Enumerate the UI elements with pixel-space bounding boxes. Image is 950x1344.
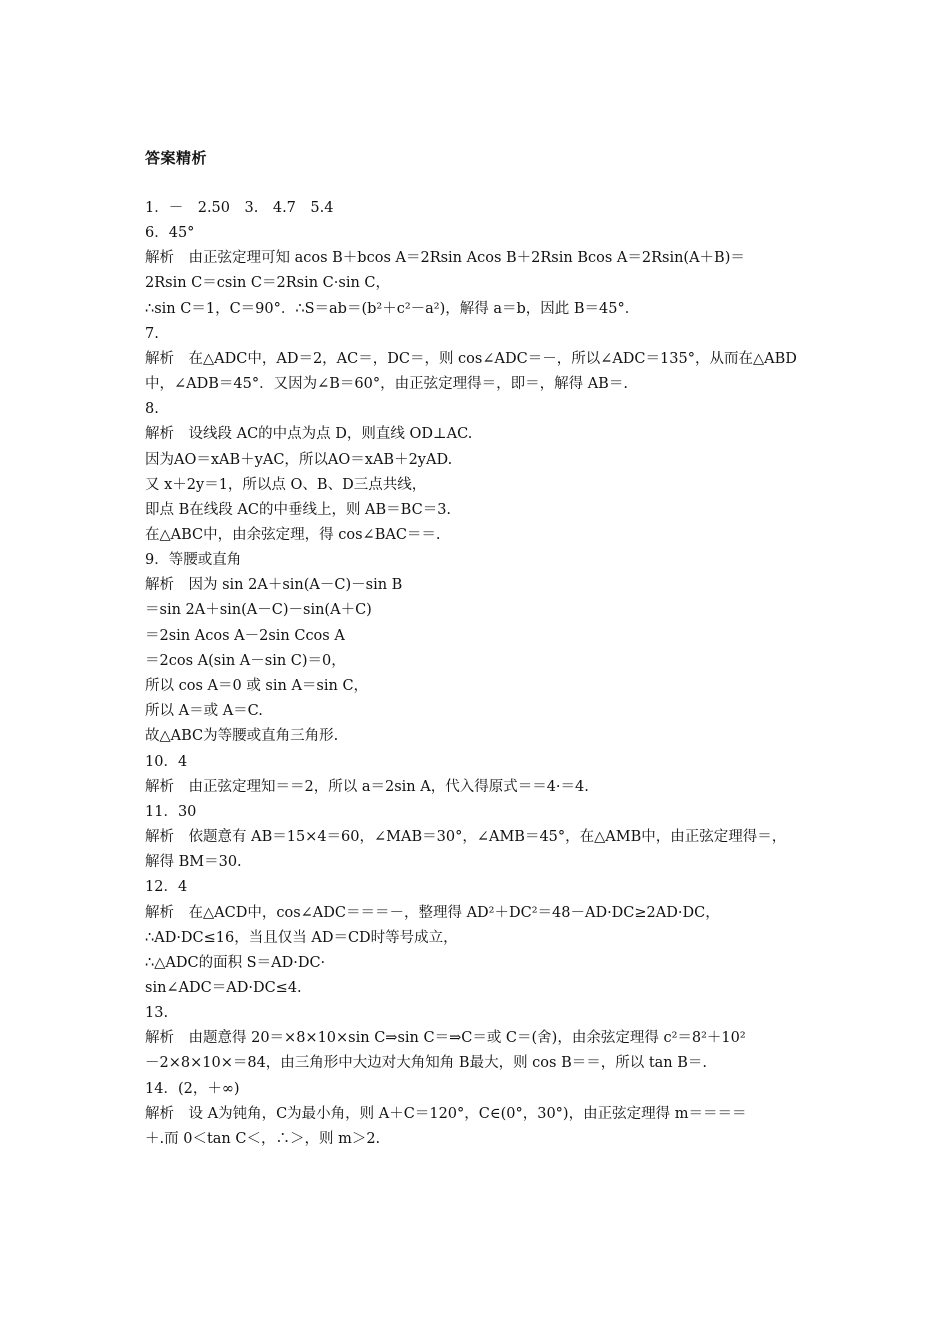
answer-line: 6．45°: [145, 225, 195, 241]
answer-line: 7.: [145, 326, 159, 342]
answer-line: 因为AO＝xAB＋yAC，所以AO＝xAB＋2yAD.: [145, 452, 453, 468]
answer-title: 答案精析: [145, 149, 208, 167]
answer-line: 所以 cos A＝0 或 sin A＝sin C，: [145, 678, 369, 694]
answer-line: 即点 B在线段 AC的中垂线上，则 AB＝BC＝3.: [145, 502, 452, 518]
answer-line: ＝sin 2A＋sin(A－C)－sin(A＋C): [145, 602, 372, 618]
answer-line: 故△ABC为等腰或直角三角形.: [145, 728, 339, 744]
answer-line: ＝2sin Acos A－2sin Ccos A: [145, 628, 345, 644]
answer-line: sin∠ADC＝AD·DC≤4.: [145, 980, 302, 996]
answer-line: 1．－ 2.50 3. 4.7 5.4: [145, 200, 334, 216]
answer-line: 12．4: [145, 879, 188, 895]
answer-line: 14．(2，＋∞): [145, 1081, 240, 1097]
answer-line: －2×8×10×＝84，由三角形中大边对大角知角 B最大，则 cos B＝＝，所以 tan B＝.: [145, 1055, 708, 1071]
answer-line: 中，∠ADB＝45°．又因为∠B＝60°，由正弦定理得＝，即＝，解得 AB＝.: [145, 376, 628, 392]
answer-line: 又 x＋2y＝1，所以点 O、B、D三点共线，: [145, 477, 427, 493]
answer-line: 在△ABC中，由余弦定理，得 cos∠BAC＝＝.: [145, 527, 441, 543]
answer-line: 解析 在△ACD中，cos∠ADC＝＝＝－，整理得 AD²＋DC²＝48－AD·DC≥2AD·DC，: [145, 905, 720, 921]
answer-line: 11．30: [145, 804, 197, 820]
answer-line: 解析 设线段 AC的中点为点 D，则直线 OD⊥AC.: [145, 426, 473, 442]
answer-line: ∴AD·DC≤16，当且仅当 AD＝CD时等号成立，: [145, 930, 458, 946]
answer-line: 解析 因为 sin 2A＋sin(A－C)－sin B: [145, 577, 403, 593]
answer-line: 10．4: [145, 754, 188, 770]
answer-line: 解析 依题意有 AB＝15×4＝60，∠MAB＝30°，∠AMB＝45°，在△AMB中，由正弦定理得＝，: [145, 829, 787, 845]
answer-line: 8.: [145, 401, 159, 417]
answer-line: 所以 A＝或 A＝C.: [145, 703, 263, 719]
answer-line: 9．等腰或直角: [145, 552, 242, 568]
answer-line: 解析 由正弦定理可知 acos B＋bcos A＝2Rsin Acos B＋2Rsin Bcos A＝2Rsin(A＋B)＝: [145, 250, 745, 266]
answer-line: 解得 BM＝30.: [145, 854, 242, 870]
answer-line: 解析 设 A为钝角，C为最小角，则 A＋C＝120°，C∈(0°，30°)，由正弦定理得 m＝＝＝＝: [145, 1106, 747, 1122]
answer-line: ∴△ADC的面积 S＝AD·DC·: [145, 955, 326, 971]
answer-line: 2Rsin C＝csin C＝2Rsin C·sin C，: [145, 275, 390, 291]
answer-line: 解析 在△ADC中，AD＝2，AC＝，DC＝，则 cos∠ADC＝－，所以∠ADC＝135°，从而在△ABD: [145, 351, 797, 367]
answer-line: 解析 由正弦定理知＝＝2，所以 a＝2sin A，代入得原式＝＝4·＝4.: [145, 779, 589, 795]
answer-line: 解析 由题意得 20＝×8×10×sin C⇒sin C＝⇒C＝或 C＝(舍)，由余弦定理得 c²＝8²＋10²: [145, 1030, 746, 1046]
answer-line: 13.: [145, 1005, 169, 1021]
answer-line: ∴sin C＝1，C＝90°．∴S＝ab＝(b²＋c²－a²)，解得 a＝b，因此 B＝45°．: [145, 301, 640, 317]
answer-line: ＝2cos A(sin A－sin C)＝0，: [145, 653, 346, 669]
answer-line: ＋.而 0＜tan C＜，∴＞，则 m＞2.: [145, 1131, 381, 1147]
